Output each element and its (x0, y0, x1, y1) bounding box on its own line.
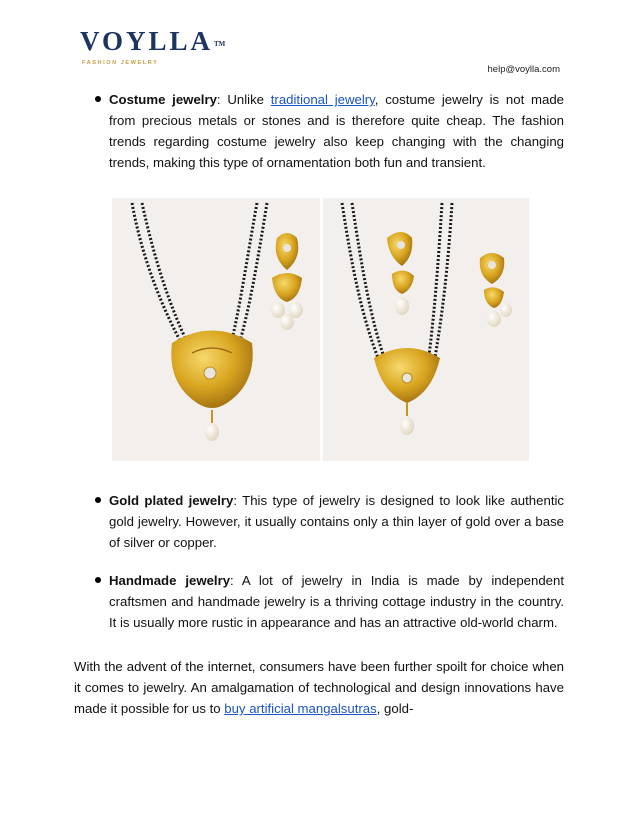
mangalsutra-illustration (112, 198, 529, 461)
logo-text: VOYLLA (80, 26, 213, 56)
logo-wordmark (80, 26, 226, 59)
bullet-gold-plated-jewelry (74, 490, 564, 553)
bullet-text-continued: , costume jewelry is not made from precious metals or stones and is therefore quite cheap. The fashion trends regarding costume jewelry also keep changing with the changing trends, making this type of ornamentation both fun and transient. (109, 92, 564, 170)
bullet-list-bottom (74, 490, 564, 650)
bullet-dot (95, 96, 101, 102)
mangalsutra-product-photo (112, 198, 529, 461)
voylla-logo[interactable] (80, 26, 226, 72)
bullet-term: Gold plated jewelry (109, 493, 234, 508)
paragraph-text: With the advent of the internet, consumers have been further spoilt for choice when it comes to jewelry. An amalgamation of technological and design innovations have made it possible for us to (74, 659, 564, 716)
logo-tagline: FASHION JEWELRY (82, 60, 159, 66)
body-paragraph (74, 656, 564, 719)
bullet-dot (95, 497, 101, 503)
bullet-list-top (74, 89, 564, 173)
bullet-term: Costume jewelry (109, 92, 217, 107)
bullet-text: : Unlike (216, 92, 271, 107)
contact-email: help@voylla.com (487, 64, 560, 75)
bullet-handmade-jewelry (74, 570, 564, 633)
logo-trademark: TM (213, 40, 226, 48)
bullet-text: : A lot of jewelry in India is made by independent craftsmen and handmade jewelry is a thriving cottage industry in the country. It is usually more rustic in appearance and has an attractive old-world charm. (109, 573, 564, 630)
bullet-text: : This type of jewelry is designed to look like authentic gold jewelry. However, it usually contains only a thin layer of gold over a base of silver or copper. (109, 493, 565, 550)
bullet-costume-jewelry (74, 89, 564, 173)
traditional-jewelry-link[interactable]: traditional jewelry (270, 92, 375, 107)
bullet-dot (95, 577, 101, 583)
buy-artificial-mangalsutras-link[interactable]: buy artificial mangalsutras (224, 701, 377, 716)
paragraph-text-continued: , gold- (376, 701, 414, 716)
bullet-term: Handmade jewelry (109, 573, 231, 588)
